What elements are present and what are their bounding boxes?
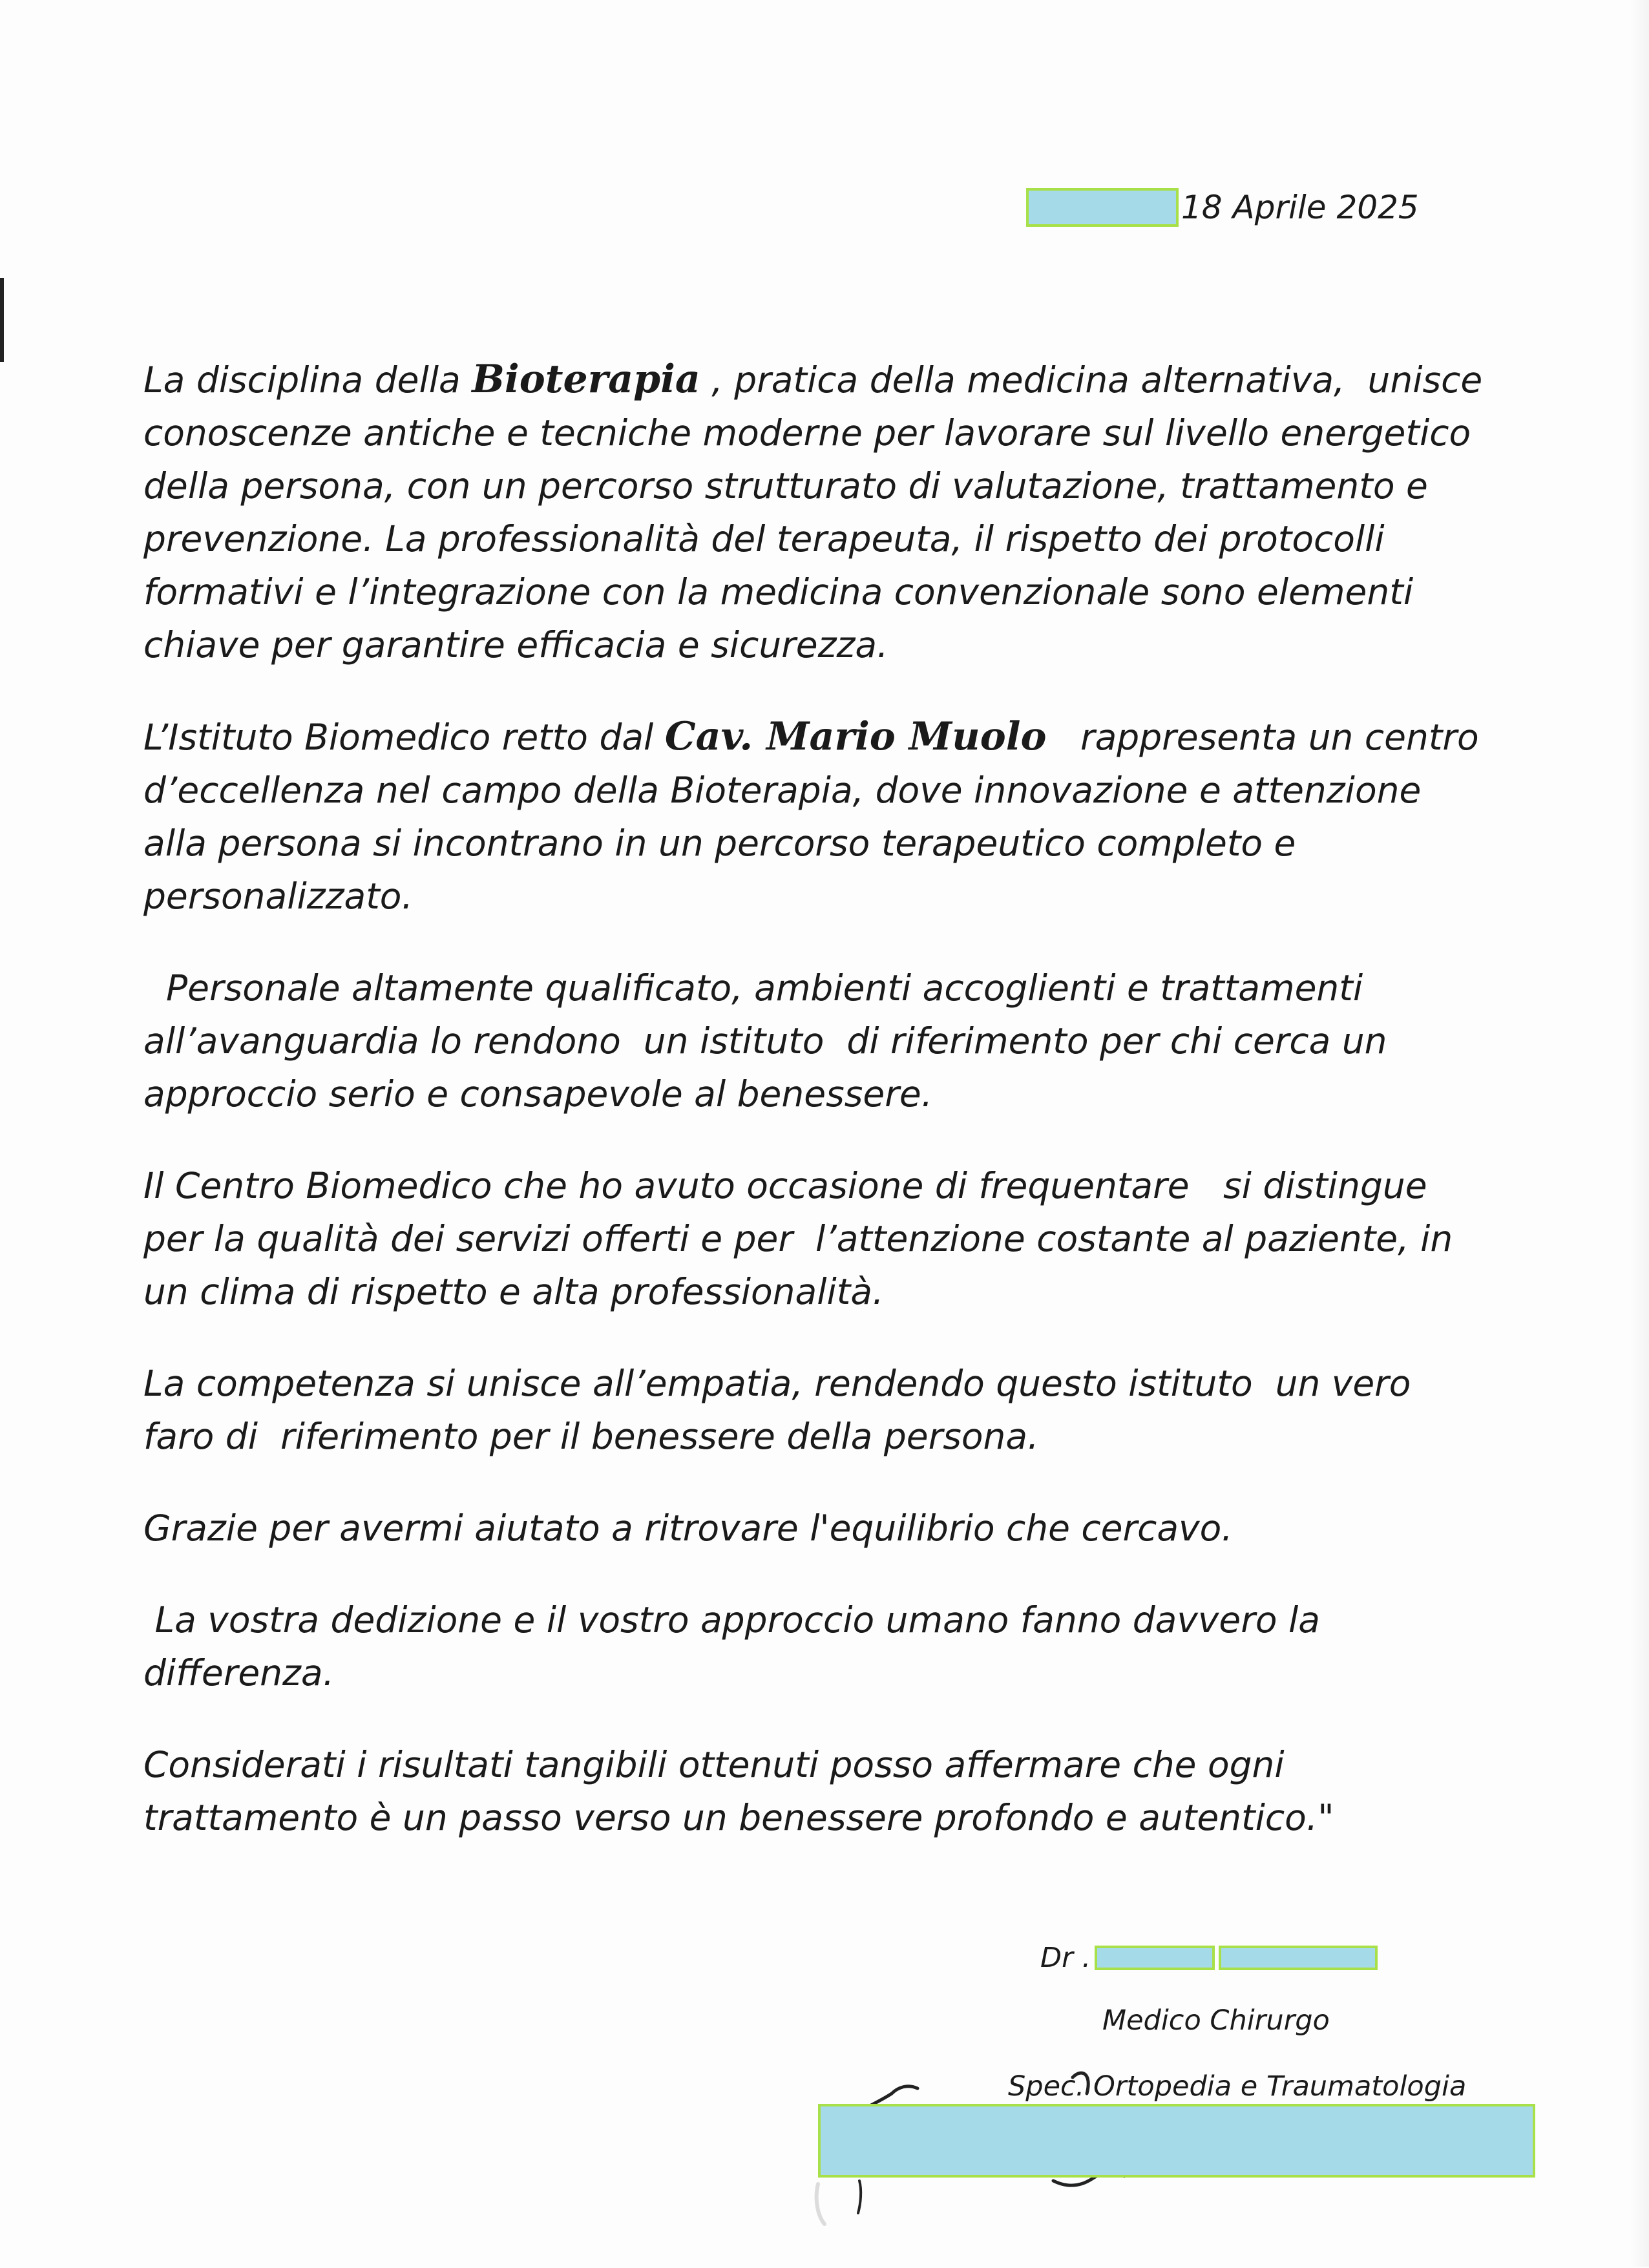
text-run: , pratica della medicina alternativa, unisce <box>700 359 1483 401</box>
text-line <box>143 710 1500 764</box>
text-run: alla persona si incontrano in un percorso terapeutico completo e <box>143 823 1296 864</box>
doctor-specialty: Spec. Ortopedia e Traumatologia <box>1008 2070 1467 2103</box>
text-run: un clima di rispetto e alta professionalità. <box>143 1271 884 1312</box>
text-line <box>143 1014 1500 1067</box>
text-run: chiave per garantire efficacia e sicurezza. <box>143 624 888 666</box>
text-line <box>143 1357 1500 1410</box>
text-line <box>143 1738 1500 1791</box>
text-line <box>143 1502 1500 1555</box>
paragraph <box>143 1159 1500 1318</box>
text-run: Personale altamente qualificato, ambienti accoglienti e trattamenti <box>143 967 1363 1009</box>
text-run: Il Centro Biomedico che ho avuto occasione di frequentare si distingue <box>143 1165 1427 1206</box>
text-run: faro di riferimento per il benessere della persona. <box>143 1416 1039 1457</box>
text-run: all’avanguardia lo rendono un istituto di riferimento per chi cerca un <box>143 1020 1387 1062</box>
text-line <box>143 764 1500 817</box>
text-line <box>143 353 1500 406</box>
paragraph <box>143 961 1500 1120</box>
text-line <box>143 406 1500 459</box>
text-run: approccio serio e consapevole al benessere. <box>143 1073 933 1115</box>
doctor-title: Medico Chirurgo <box>1102 2004 1330 2037</box>
text-run: La disciplina della <box>143 359 472 401</box>
redacted-place <box>1026 188 1179 227</box>
paragraph <box>143 1357 1500 1463</box>
text-run: conoscenze antiche e tecniche moderne per lavorare sul livello energetico <box>143 412 1471 454</box>
text-run: personalizzato. <box>143 876 413 917</box>
redacted-last-name <box>1219 1946 1378 1970</box>
text-run: Considerati i risultati tangibili ottenuti posso affermare che ogni <box>143 1744 1285 1785</box>
text-run: La vostra dedizione e il vostro approccio umano fanno davvero la <box>143 1599 1320 1641</box>
emphasized-name: Cav. Mario Muolo <box>664 714 1047 759</box>
text-run: differenza. <box>143 1652 335 1694</box>
text-line <box>143 1212 1500 1265</box>
text-line <box>143 512 1500 565</box>
redacted-stamp <box>818 2104 1535 2178</box>
paragraph <box>143 1502 1500 1555</box>
redacted-first-name <box>1095 1946 1215 1970</box>
paragraph <box>143 710 1500 923</box>
text-line <box>143 1265 1500 1318</box>
scan-mark <box>0 278 4 362</box>
text-line <box>143 870 1500 923</box>
paragraph <box>143 1738 1500 1844</box>
text-line <box>143 459 1500 512</box>
text-line <box>143 1593 1500 1646</box>
text-line <box>143 565 1500 618</box>
text-run: per la qualità dei servizi offerti e per l’attenzione costante al paziente, in <box>143 1218 1453 1259</box>
date-line <box>1026 185 1419 230</box>
text-line <box>143 1646 1500 1699</box>
text-run: rappresenta un centro <box>1046 717 1479 758</box>
text-run: Grazie per avermi aiutato a ritrovare l'equilibrio che cercavo. <box>143 1507 1233 1549</box>
text-run: della persona, con un percorso strutturato di valutazione, trattamento e <box>143 465 1428 507</box>
text-run: trattamento è un passo verso un benessere profondo e autentico." <box>143 1797 1334 1838</box>
letter-body <box>143 353 1500 1883</box>
emphasized-name: Bioterapia <box>472 357 700 402</box>
text-line <box>143 618 1500 671</box>
text-line <box>143 1067 1500 1120</box>
text-line <box>143 1410 1500 1463</box>
doctor-prefix: Dr . <box>1040 1942 1091 1974</box>
text-run: prevenzione. La professionalità del terapeuta, il rispetto dei protocolli <box>143 518 1385 560</box>
letter-date: 18 Aprile 2025 <box>1181 189 1419 226</box>
text-run: d’eccellenza nel campo della Bioterapia, dove innovazione e attenzione <box>143 770 1422 811</box>
scan-edge <box>1630 0 1649 2267</box>
doctor-name-line <box>1040 1938 1493 1977</box>
text-run: L’Istituto Biomedico retto dal <box>143 717 665 758</box>
text-line <box>143 961 1500 1014</box>
text-line <box>143 1791 1500 1844</box>
text-run: formativi e l’integrazione con la medicina convenzionale sono elementi <box>143 571 1414 613</box>
paragraph <box>143 1593 1500 1699</box>
text-line <box>143 817 1500 870</box>
text-line <box>143 1159 1500 1212</box>
paragraph <box>143 353 1500 671</box>
text-run: La competenza si unisce all’empatia, rendendo questo istituto un vero <box>143 1363 1411 1404</box>
signature-block <box>1040 1938 1493 1977</box>
